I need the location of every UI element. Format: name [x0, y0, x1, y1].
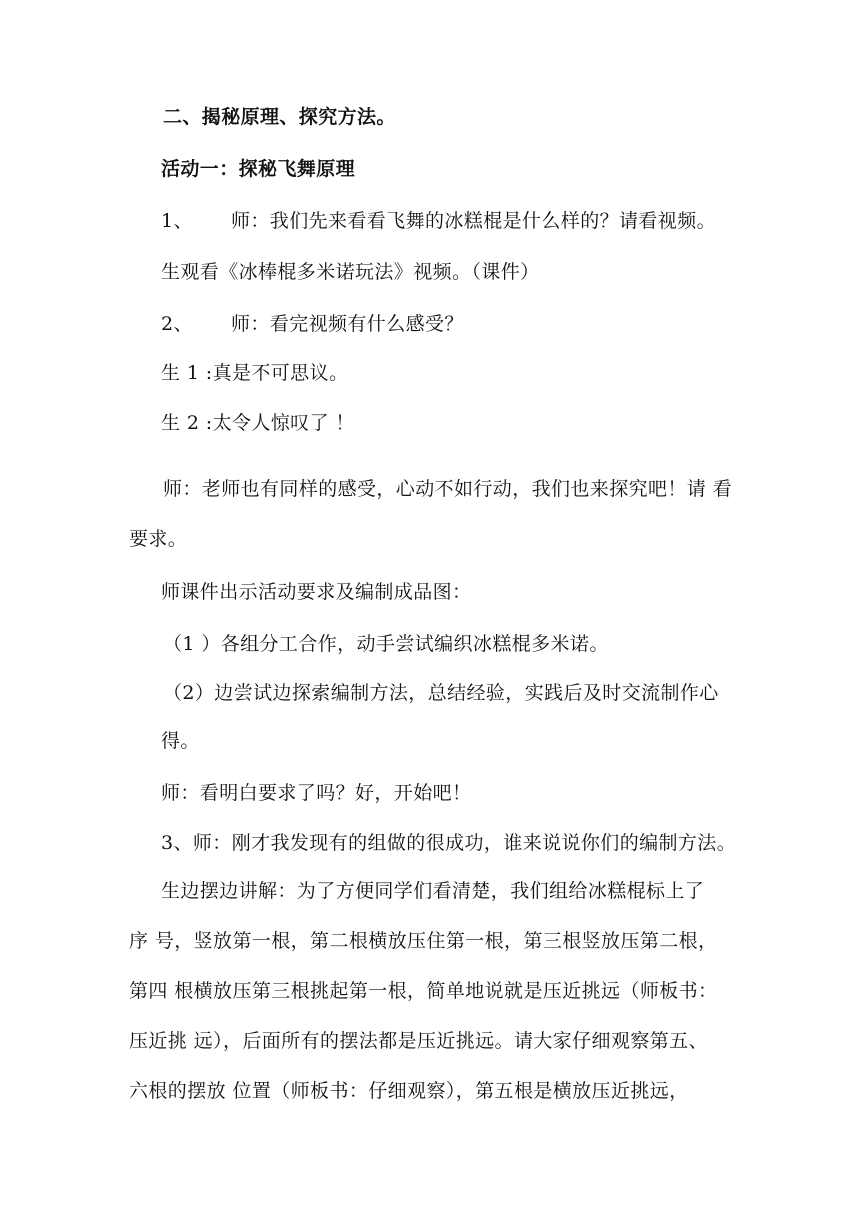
requirement-2-line-2: 得。 — [161, 730, 200, 752]
item-1 — [161, 209, 716, 233]
explanation-line-3: 第四 根横放压第三根挑起第一根，简单地说就是压近挑远（师板书： — [129, 980, 718, 1002]
item-2-number: 2、 — [161, 313, 193, 335]
item-2 — [161, 312, 464, 336]
requirement-1: （1 ）各组分工合作，动手尝试编织冰糕棍多米诺。 — [163, 633, 609, 655]
explanation-line-5: 六根的摆放 位置（师板书：仔细观察），第五根是横放压近挑远， — [129, 1080, 689, 1102]
teacher-start-line: 师：看明白要求了吗？好，开始吧！ — [161, 782, 472, 804]
explanation-line-4: 压近挑 远），后面所有的摆法都是压近挑远。请大家仔细观察第五、 — [129, 1030, 708, 1052]
courseware-line: 师课件出示活动要求及编制成品图： — [161, 581, 472, 603]
explanation-line-2: 序 号，竖放第一根，第二根横放压住第一根，第三根竖放压第二根， — [129, 930, 718, 952]
teacher-paragraph-line-2: 要求。 — [129, 528, 188, 550]
item-2-text: 师：看完视频有什么感受？ — [231, 313, 464, 335]
video-line: 生观看《冰棒棍多米诺玩法》视频。（课件） — [161, 261, 540, 283]
requirement-2-line-1: （2）边尝试边探索编制方法，总结经验，实践后及时交流制作心 — [163, 682, 719, 704]
student-1-response: 生 1 :真是不可思议。 — [161, 362, 349, 384]
explanation-line-1: 生边摆边讲解：为了方便同学们看清楚，我们组给冰糕棍标上了 — [161, 880, 705, 902]
section-heading: 二、揭秘原理、探究方法。 — [163, 106, 396, 128]
activity-heading: 活动一：探秘飞舞原理 — [161, 158, 356, 180]
item-3: 3、师：刚才我发现有的组做的很成功，谁来说说你们的编制方法。 — [161, 832, 737, 854]
item-1-number: 1、 — [161, 210, 193, 232]
student-2-response: 生 2 :太令人惊叹了 ！ — [161, 412, 355, 434]
item-1-text: 师：我们先来看看飞舞的冰糕棍是什么样的？请看视频。 — [231, 210, 717, 232]
teacher-paragraph-line-1: 师：老师也有同样的感受，心动不如行动，我们也来探究吧！请 看 — [163, 478, 733, 500]
